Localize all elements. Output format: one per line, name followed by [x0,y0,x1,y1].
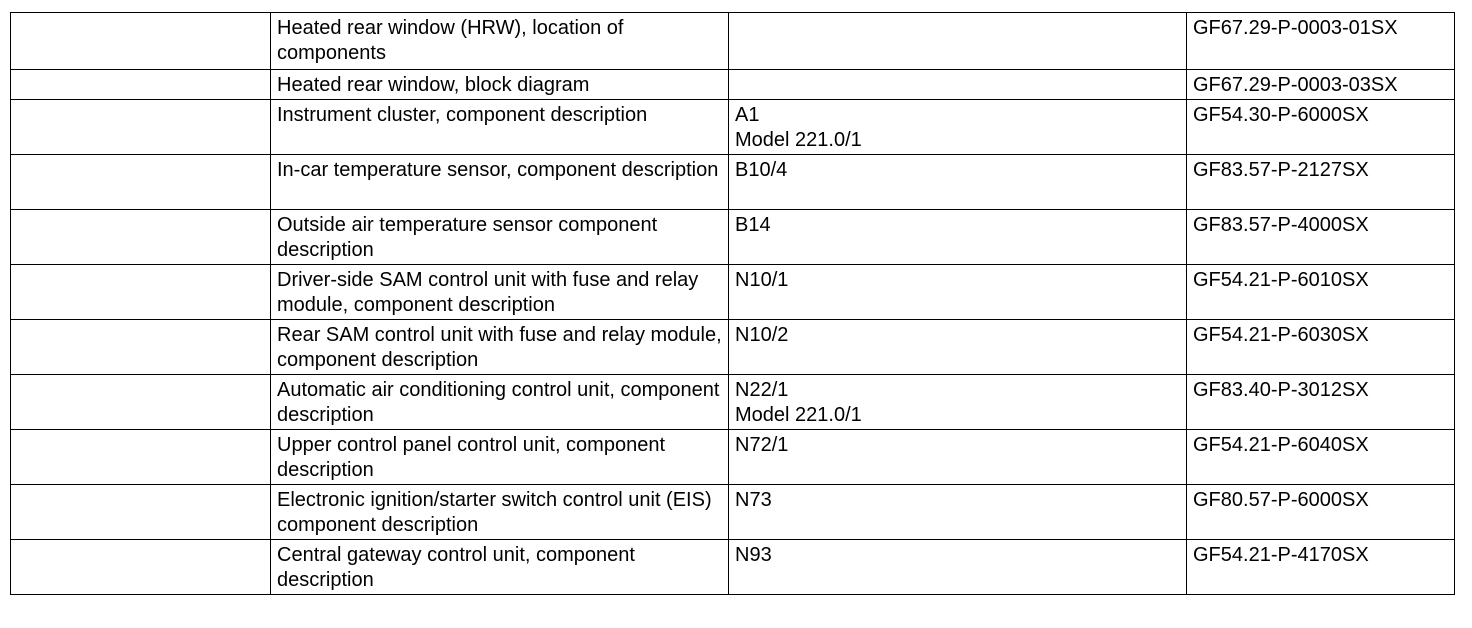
document-link[interactable]: GF54.21-P-6030SX [1187,320,1455,375]
document-link[interactable]: GF54.21-P-6040SX [1187,430,1455,485]
code-cell [729,100,1187,155]
table-row [11,265,1455,320]
empty-cell [11,320,271,375]
description-cell: In-car temperature sensor, component description [271,155,729,210]
document-link[interactable]: GF83.40-P-3012SX [1187,375,1455,430]
table-row [11,100,1455,155]
code-cell [729,485,1187,540]
description-cell: Rear SAM control unit with fuse and relay module, component description [271,320,729,375]
empty-cell [11,375,271,430]
code-text: N72/1 [735,434,789,456]
empty-cell [11,210,271,265]
table-row [11,485,1455,540]
description-cell: Upper control panel control unit, component description [271,430,729,485]
description-cell: Heated rear window (HRW), location of components [271,13,729,70]
code-text: N10/2 [735,324,789,346]
table-row [11,155,1455,210]
document-link[interactable]: GF54.21-P-4170SX [1187,540,1455,595]
code-cell [729,70,1187,100]
document-link[interactable]: GF67.29-P-0003-01SX [1187,13,1455,70]
empty-cell [11,430,271,485]
document-link[interactable]: GF83.57-P-2127SX [1187,155,1455,210]
description-cell: Heated rear window, block diagram [271,70,729,100]
description-cell: Automatic air conditioning control unit, component description [271,375,729,430]
code-cell [729,430,1187,485]
code-cell [729,265,1187,320]
document-link[interactable]: GF67.29-P-0003-03SX [1187,70,1455,100]
code-text: B14 [735,214,771,236]
document-link[interactable]: GF80.57-P-6000SX [1187,485,1455,540]
table-row [11,540,1455,595]
table-row [11,430,1455,485]
code-text: N73 [735,489,772,511]
description-cell: Central gateway control unit, component description [271,540,729,595]
empty-cell [11,540,271,595]
document-link[interactable]: GF54.21-P-6010SX [1187,265,1455,320]
table-row [11,210,1455,265]
empty-cell [11,100,271,155]
code-text: B10/4 [735,159,788,181]
table-row [11,320,1455,375]
empty-cell [11,265,271,320]
code-cell [729,540,1187,595]
table-row [11,70,1455,100]
document-link[interactable]: GF54.30-P-6000SX [1187,100,1455,155]
component-reference-table [10,12,1455,595]
description-cell: Instrument cluster, component description [271,100,729,155]
table-row [11,13,1455,70]
empty-cell [11,13,271,70]
code-text: N93 [735,544,772,566]
code-cell [729,375,1187,430]
document-link[interactable]: GF83.57-P-4000SX [1187,210,1455,265]
code-text: N10/1 [735,269,789,291]
description-cell: Electronic ignition/starter switch control unit (EIS) component description [271,485,729,540]
empty-cell [11,155,271,210]
empty-cell [11,485,271,540]
description-cell: Driver-side SAM control unit with fuse and relay module, component description [271,265,729,320]
code-cell [729,320,1187,375]
table-row [11,375,1455,430]
code-text: A1 [735,104,760,126]
model-text: Model 221.0/1 [735,404,862,426]
code-text: N22/1 [735,379,789,401]
code-cell [729,155,1187,210]
empty-cell [11,70,271,100]
description-cell: Outside air temperature sensor component description [271,210,729,265]
model-text: Model 221.0/1 [735,129,862,151]
code-cell [729,13,1187,70]
code-cell [729,210,1187,265]
